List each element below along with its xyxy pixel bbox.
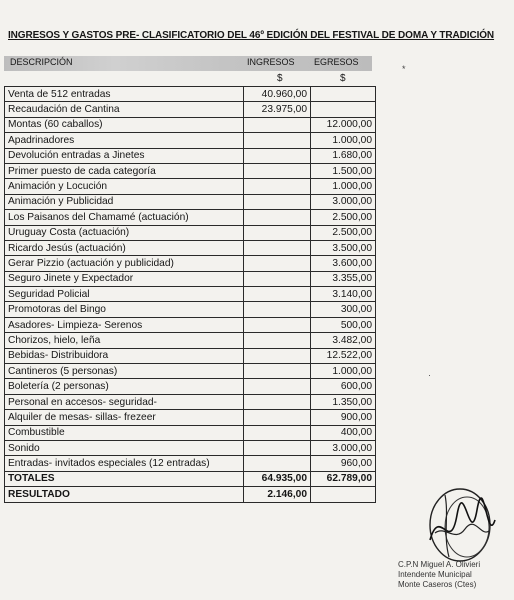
row-description: Boletería (2 personas) xyxy=(5,379,244,394)
row-description: Animación y Publicidad xyxy=(5,194,244,209)
totales-row xyxy=(5,471,376,486)
row-description: Montas (60 caballos) xyxy=(5,117,244,132)
row-egresos: 400,00 xyxy=(311,425,376,440)
row-egresos: 1.000,00 xyxy=(311,179,376,194)
row-ingresos xyxy=(244,148,311,163)
row-ingresos xyxy=(244,240,311,255)
row-description: Animación y Locución xyxy=(5,179,244,194)
row-egresos: 3.000,00 xyxy=(311,194,376,209)
row-egresos: 3.000,00 xyxy=(311,440,376,455)
row-egresos: 960,00 xyxy=(311,456,376,471)
row-ingresos xyxy=(244,194,311,209)
signature-block xyxy=(398,560,480,590)
row-ingresos xyxy=(244,287,311,302)
table-row xyxy=(5,410,376,425)
row-description: Promotoras del Bingo xyxy=(5,302,244,317)
table-row xyxy=(5,425,376,440)
table-row xyxy=(5,317,376,332)
currency-egresos: $ xyxy=(340,73,346,84)
signature-role: Intendente Municipal xyxy=(398,570,472,579)
row-ingresos: 23.975,00 xyxy=(244,102,311,117)
table-row xyxy=(5,102,376,117)
resultado-row xyxy=(5,487,376,502)
currency-row xyxy=(4,72,372,86)
table-row xyxy=(5,348,376,363)
row-egresos: 1.500,00 xyxy=(311,163,376,178)
row-ingresos xyxy=(244,333,311,348)
row-egresos xyxy=(311,102,376,117)
resultado-label: RESULTADO xyxy=(5,487,244,502)
row-egresos: 900,00 xyxy=(311,410,376,425)
row-egresos: 1.000,00 xyxy=(311,133,376,148)
row-description: Sonido xyxy=(5,440,244,455)
row-egresos: 3.140,00 xyxy=(311,287,376,302)
row-egresos: 3.600,00 xyxy=(311,256,376,271)
table-row xyxy=(5,440,376,455)
table-row xyxy=(5,194,376,209)
row-ingresos xyxy=(244,379,311,394)
row-ingresos xyxy=(244,133,311,148)
table-row xyxy=(5,87,376,102)
row-egresos: 12.000,00 xyxy=(311,117,376,132)
table-row xyxy=(5,287,376,302)
table-row xyxy=(5,210,376,225)
row-egresos: 3.500,00 xyxy=(311,240,376,255)
row-ingresos xyxy=(244,179,311,194)
row-egresos: 12.522,00 xyxy=(311,348,376,363)
row-ingresos xyxy=(244,317,311,332)
header-ingresos: INGRESOS xyxy=(247,57,295,67)
row-description: Gerar Pizzio (actuación y publicidad) xyxy=(5,256,244,271)
table-row xyxy=(5,302,376,317)
row-egresos: 1.350,00 xyxy=(311,394,376,409)
totales-egresos: 62.789,00 xyxy=(311,471,376,486)
row-ingresos xyxy=(244,410,311,425)
row-description: Entradas- invitados especiales (12 entradas) xyxy=(5,456,244,471)
table-row xyxy=(5,456,376,471)
scan-mark: * xyxy=(402,64,406,74)
totales-label: TOTALES xyxy=(5,471,244,486)
row-description: Ricardo Jesús (actuación) xyxy=(5,240,244,255)
table-row xyxy=(5,225,376,240)
row-ingresos xyxy=(244,271,311,286)
table-row xyxy=(5,333,376,348)
row-egresos: 500,00 xyxy=(311,317,376,332)
row-ingresos xyxy=(244,256,311,271)
totales-ingresos: 64.935,00 xyxy=(244,471,311,486)
row-egresos: 1.000,00 xyxy=(311,364,376,379)
row-description: Chorizos, hielo, leña xyxy=(5,333,244,348)
table-row xyxy=(5,163,376,178)
table-summary xyxy=(5,471,376,502)
row-egresos: 600,00 xyxy=(311,379,376,394)
row-ingresos xyxy=(244,425,311,440)
signature-name: C.P.N Miguel A. Olivieri xyxy=(398,560,481,569)
row-description: Bebidas- Distribuidora xyxy=(5,348,244,363)
row-ingresos xyxy=(244,440,311,455)
table-row xyxy=(5,240,376,255)
table-row xyxy=(5,364,376,379)
table-row xyxy=(5,394,376,409)
row-ingresos xyxy=(244,302,311,317)
row-egresos: 2.500,00 xyxy=(311,210,376,225)
header-descripcion: DESCRIPCIÓN xyxy=(10,57,73,67)
row-egresos xyxy=(311,87,376,102)
resultado-egresos xyxy=(311,487,376,502)
resultado-ingresos: 2.146,00 xyxy=(244,487,311,502)
signature-place: Monte Caseros (Ctes) xyxy=(398,580,477,589)
row-description: Personal en accesos- seguridad- xyxy=(5,394,244,409)
table-header xyxy=(4,56,372,71)
row-ingresos xyxy=(244,163,311,178)
table-row xyxy=(5,117,376,132)
row-egresos: 1.680,00 xyxy=(311,148,376,163)
row-description: Primer puesto de cada categoría xyxy=(5,163,244,178)
row-description: Combustible xyxy=(5,425,244,440)
row-description: Venta de 512 entradas xyxy=(5,87,244,102)
signature-icon xyxy=(415,485,505,565)
table-row xyxy=(5,256,376,271)
row-ingresos xyxy=(244,394,311,409)
row-description: Asadores- Limpieza- Serenos xyxy=(5,317,244,332)
row-description: Devolución entradas a Jinetes xyxy=(5,148,244,163)
row-ingresos xyxy=(244,348,311,363)
row-description: Uruguay Costa (actuación) xyxy=(5,225,244,240)
row-egresos: 2.500,00 xyxy=(311,225,376,240)
table-body xyxy=(5,87,376,472)
row-ingresos xyxy=(244,225,311,240)
table-row xyxy=(5,271,376,286)
table-row xyxy=(5,148,376,163)
row-ingresos xyxy=(244,364,311,379)
row-description: Seguro Jinete y Expectador xyxy=(5,271,244,286)
row-description: Recaudación de Cantina xyxy=(5,102,244,117)
row-ingresos xyxy=(244,117,311,132)
row-egresos: 300,00 xyxy=(311,302,376,317)
row-description: Apadrinadores xyxy=(5,133,244,148)
row-description: Seguridad Policial xyxy=(5,287,244,302)
row-description: Alquiler de mesas- sillas- frezeer xyxy=(5,410,244,425)
currency-ingresos: $ xyxy=(277,73,283,84)
finance-table xyxy=(4,86,376,503)
row-description: Los Paisanos del Chamamé (actuación) xyxy=(5,210,244,225)
scan-mark: · xyxy=(428,370,431,380)
row-egresos: 3.355,00 xyxy=(311,271,376,286)
row-ingresos xyxy=(244,456,311,471)
row-egresos: 3.482,00 xyxy=(311,333,376,348)
row-description: Cantineros (5 personas) xyxy=(5,364,244,379)
document-title: INGRESOS Y GASTOS PRE- CLASIFICATORIO DEL 46º EDICIÓN DEL FESTIVAL DE DOMA Y TRADICIÓN xyxy=(8,30,495,41)
row-ingresos: 40.960,00 xyxy=(244,87,311,102)
table-row xyxy=(5,379,376,394)
table-row xyxy=(5,133,376,148)
row-ingresos xyxy=(244,210,311,225)
header-egresos: EGRESOS xyxy=(314,57,359,67)
table-row xyxy=(5,179,376,194)
